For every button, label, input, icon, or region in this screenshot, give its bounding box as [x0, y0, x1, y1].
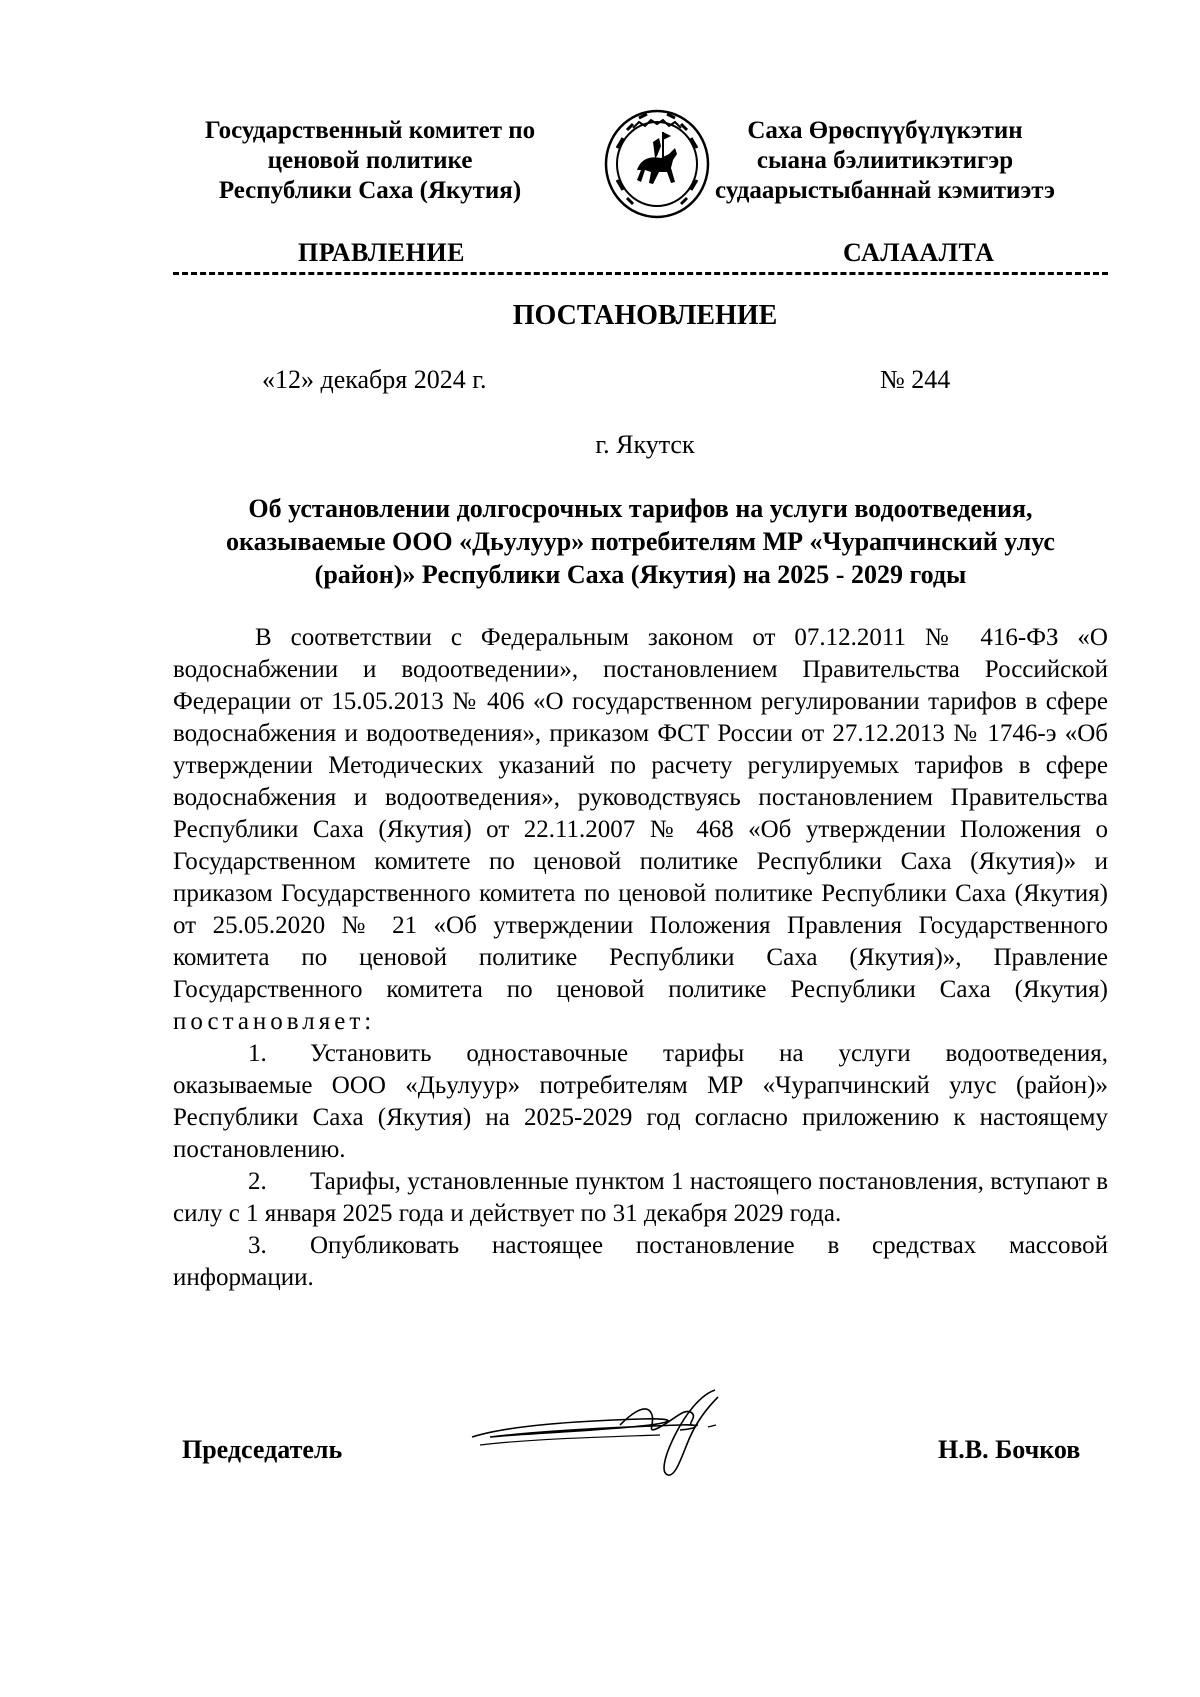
item-number: 1. — [248, 1040, 267, 1067]
document-title: Об установлении долгосрочных тарифов на услуги водоотведения, оказываемые ООО «Дьулуур» потребителям МР «Чурапчинский улус (район)» Республики Саха (Якутия) на 2025 - 2029 годы — [226, 494, 1055, 589]
document-body — [173, 622, 1108, 1294]
header-right-line: Саха Өрөспүүбүлүкэтин — [747, 117, 1023, 144]
item-text: Установить одноставочные тарифы на услуги водоотведения, оказываемые ООО «Дьулуур» потребителям МР «Чурапчинский улус (район)» Республики Саха (Якутия) на 2025-2029 год согласно приложению к настоящему постановлению. — [173, 1040, 1108, 1163]
separator-line — [173, 272, 1108, 275]
item-number: 2. — [248, 1168, 267, 1195]
board-label-sakha: САЛААЛТА — [843, 238, 995, 267]
list-item — [173, 1230, 1108, 1294]
header-left-org — [170, 116, 570, 206]
header-right-org — [675, 116, 1095, 206]
board-label-ru: ПРАВЛЕНИЕ — [298, 238, 465, 267]
header-right-line: судаарыстыбаннай кэмитиэтэ — [715, 177, 1055, 204]
list-item — [173, 1038, 1108, 1166]
header-right-line: сыана бэлиитикэтигэр — [756, 147, 1014, 174]
document-city: г. Якутск — [595, 430, 695, 459]
preamble-text: В соответствии с Федеральным законом от 07.12.2011 № 416-ФЗ «О водоснабжении и водоотведении», постановлением Правительства Российской Федерации от 15.05.2013 № 406 «О государственном регулировании тарифов в сфере водоснабжения и водоотведения», приказом ФСТ России от 27.12.2013 № 1746-э «Об утверждении Методических указаний по расчету регулируемых тарифов в сфере водоснабжения и водоотведения», руководствуясь постановлением Правительства Республики Саха (Якутия) от 22.11.2007 № 468 «Об утверждении Положения о Государственном комитете по ценовой политике Республики Саха (Якутия)» и приказом Государственного комитета по ценовой политике Республики Саха (Якутия) от 25.05.2020 № 21 «Об утверждении Положения Правления Государственного комитета по ценовой политике Республики Саха (Якутия)», Правление Государственного комитета по ценовой политике Республики Саха (Якутия) — [173, 624, 1108, 1003]
document-date: «12» декабря 2024 г. — [262, 365, 487, 394]
signatory-role: Председатель — [182, 1435, 343, 1464]
document-type: ПОСТАНОВЛЕНИЕ — [512, 300, 778, 331]
header-left-line: Государственный комитет по — [204, 117, 536, 144]
document-number: № 244 — [880, 365, 951, 394]
signatory-name: Н.В. Бочков — [938, 1435, 1081, 1464]
item-text: Тарифы, установленные пунктом 1 настоящего постановления, вступают в силу с 1 января 2025 года и действует по 31 декабря 2029 года. — [173, 1168, 1108, 1227]
handwritten-signature-icon — [470, 1375, 770, 1485]
list-item — [173, 1166, 1108, 1230]
item-text: Опубликовать настоящее постановление в средствах массовой информации. — [173, 1232, 1108, 1291]
resolves-word: постановляет: — [173, 1008, 376, 1035]
header-left-line: Республики Саха (Якутия) — [218, 177, 522, 204]
preamble-paragraph — [173, 622, 1108, 1038]
header-left-line: ценовой политике — [267, 147, 473, 174]
item-number: 3. — [248, 1232, 267, 1259]
